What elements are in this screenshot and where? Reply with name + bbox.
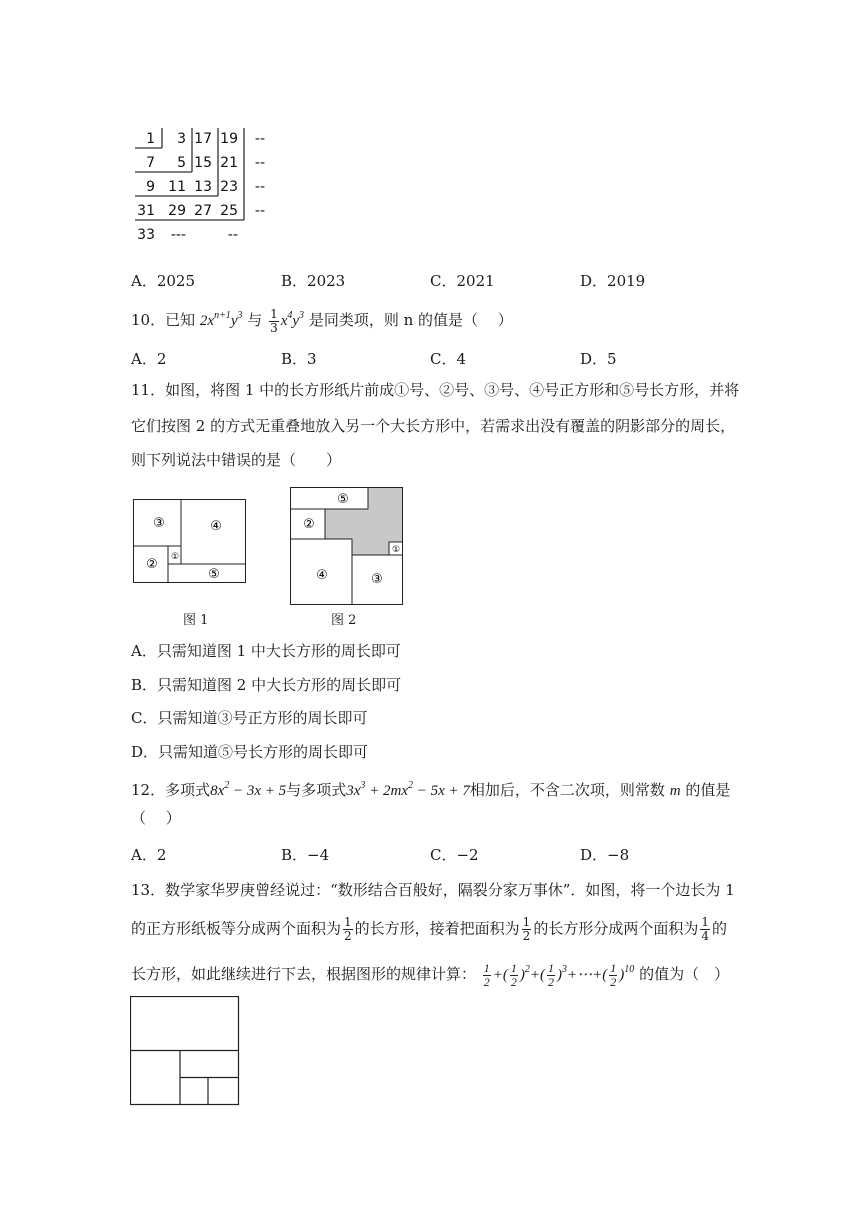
- grid-cell: 5: [177, 155, 186, 171]
- q12-post: 相加后，不含二次项，则常数: [469, 781, 665, 799]
- grid-continuation: --: [254, 203, 265, 219]
- q12-number: 12．: [131, 781, 166, 799]
- q13-line2d: 的: [711, 919, 727, 938]
- grid-cell: ---: [170, 227, 186, 243]
- grid-cell: 3: [177, 131, 186, 147]
- grid-cell: 23: [220, 179, 238, 195]
- q9-option-d: D．2019: [580, 272, 646, 290]
- q13-frac-half-2: $\frac{1}{2}$: [522, 915, 531, 943]
- q10-option-b: B．3: [281, 350, 317, 368]
- q11-option-a: A．只需知道图 1 中大长方形的周长即可: [131, 642, 401, 660]
- fig1-label-one: ①: [170, 552, 180, 562]
- q11-option-b: B．只需知道图 2 中大长方形的周长即可: [131, 676, 402, 694]
- q12-option-a: A．2: [131, 846, 167, 864]
- q13-line2a: 的正方形纸板等分成两个面积为: [131, 919, 342, 938]
- fig1-label-two: ②: [146, 557, 158, 572]
- grid-cell: --: [227, 227, 238, 243]
- grid-cell: 21: [220, 155, 238, 171]
- q11-line3: 则下列说法中错误的是（ ）: [131, 451, 342, 469]
- q10-term-b: $x^4y^3$: [280, 310, 305, 329]
- fig2-label-two: ②: [303, 517, 315, 532]
- q10-mid: 与: [247, 311, 263, 329]
- grid-cell: 19: [220, 131, 238, 147]
- grid-cell: 25: [220, 203, 238, 219]
- grid-cell: 29: [168, 203, 186, 219]
- q9-option-b: B．2023: [281, 272, 346, 290]
- grid-continuation: --: [254, 131, 265, 147]
- grid-cell: 13: [194, 179, 212, 195]
- grid-cell: 27: [194, 203, 212, 219]
- number-grid-figure: [130, 124, 275, 244]
- q13-line2c: 的长方形分成两个面积为: [533, 919, 699, 938]
- grid-continuation: --: [254, 179, 265, 195]
- q12-stem: [131, 776, 730, 801]
- q13-line2b: 的长方形，接着把面积为: [354, 919, 520, 938]
- q12-pre: 多项式: [165, 781, 211, 799]
- q11-option-c: C．只需知道③号正方形的周长即可: [131, 709, 368, 727]
- grid-cell: 31: [137, 203, 155, 219]
- fig1-label-four: ④: [210, 519, 222, 534]
- q10-option-d: D．5: [580, 350, 617, 368]
- fig2-label-five: ⑤: [337, 492, 349, 507]
- fig2-caption: 图 2: [331, 613, 357, 628]
- fig1-caption: 图 1: [183, 613, 209, 628]
- q10-number: 10．: [131, 311, 166, 329]
- q10-stem: [131, 306, 513, 335]
- fig1-label-five: ⑤: [208, 567, 220, 582]
- q13-frac-half-1: $\frac{1}{2}$: [344, 915, 352, 943]
- grid-cell: 9: [146, 179, 155, 195]
- q12-paren: （ ）: [131, 809, 181, 827]
- figure-2: [290, 487, 404, 607]
- q11-line2: 它们按图 2 的方式无重叠地放入另一个大长方形中，若需求出没有覆盖的阴影部分的周长，: [131, 417, 736, 435]
- q13-line3b: 的值为（ ）: [639, 965, 730, 983]
- q13-series: $\frac{1}{2}$ +( $\frac{1}{2}$ )$^2$+( $\frac{1}{2}$ )$^3$+⋯+( $\frac{1}{2}$ )$^{10}$: [483, 961, 635, 990]
- fig2-label-one: ①: [391, 545, 401, 555]
- q12-poly-a: $8x^2 - 3x + 5$: [210, 780, 287, 799]
- q13-line3: [131, 960, 729, 989]
- grid-cell: 33: [137, 227, 155, 243]
- grid-cell: 7: [146, 155, 155, 171]
- q12-option-c: C．−2: [430, 846, 479, 864]
- q12-poly-b: $3x^3 + 2mx^2 - 5x + 7$: [346, 780, 470, 799]
- q10-fraction: $\frac{1}{3}$: [270, 306, 278, 335]
- q13-line2: [131, 916, 727, 943]
- q12-var: m: [669, 783, 681, 799]
- q11-option-d: D．只需知道⑤号长方形的周长即可: [131, 743, 369, 761]
- grid-continuation: --: [254, 155, 265, 171]
- grid-cell: 15: [194, 155, 212, 171]
- q10-pre: 已知: [165, 311, 196, 329]
- q9-option-c: C．2021: [430, 272, 495, 290]
- grid-cell: 11: [168, 179, 186, 195]
- q12-post2: 的值是: [685, 781, 731, 799]
- q10-option-c: C．4: [430, 350, 467, 368]
- figure-1: [133, 499, 248, 585]
- q10-option-a: A．2: [131, 350, 167, 368]
- fig1-label-three: ③: [153, 516, 165, 531]
- q12-mid: 与多项式: [286, 781, 347, 799]
- q11-line1: 11．如图，将图 1 中的长方形纸片前成①号、②号、③号、④号正方形和⑤号长方形，并将: [131, 381, 740, 399]
- q10-post: 是同类项，则 n 的值是（ ）: [308, 311, 513, 329]
- q12-option-b: B．−4: [281, 846, 330, 864]
- fig2-label-three: ③: [371, 572, 383, 587]
- grid-cell: 17: [194, 131, 212, 147]
- q13-line1: 13．数学家华罗庚曾经说过：“数形结合百般好，隔裂分家万事休”．如图，将一个边长为 1: [131, 881, 735, 899]
- q13-line3a: 长方形，如此继续进行下去，根据图形的规律计算：: [131, 965, 477, 983]
- grid-cell: 1: [146, 131, 155, 147]
- q9-option-a: A．2025: [131, 272, 196, 290]
- fig2-label-four: ④: [316, 568, 328, 583]
- q13-square-figure: [130, 996, 240, 1106]
- q12-option-d: D．−8: [580, 846, 630, 864]
- q13-frac-quarter: $\frac{1}{4}$: [701, 915, 709, 943]
- q10-term-a: $2x^{n+1}y^3$: [199, 310, 243, 329]
